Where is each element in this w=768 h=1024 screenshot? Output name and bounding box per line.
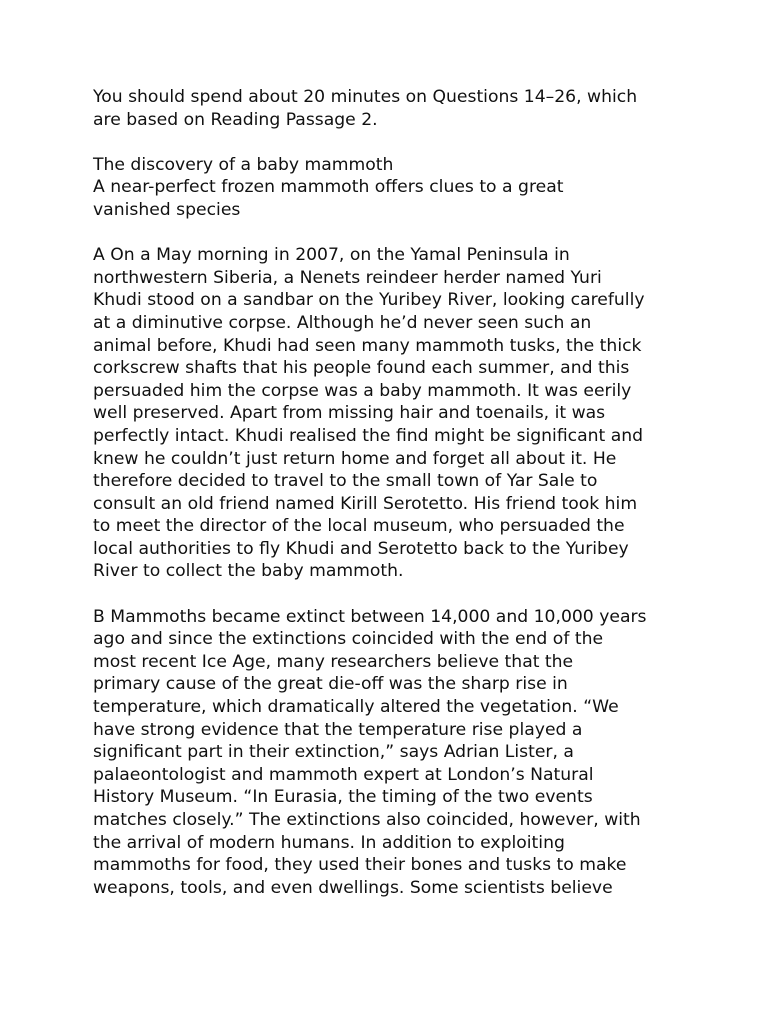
- paragraph-gap: [93, 222, 693, 245]
- paragraph-line: perfectly intact. Khudi realised the find might be significant and: [93, 425, 644, 446]
- paragraph-line: most recent Ice Age, many researchers believe that the: [93, 651, 574, 672]
- paragraph-line: primary cause of the great die-off was the sharp rise in: [93, 674, 568, 695]
- paragraph-line: ago and since the extinctions coincided with the end of the: [93, 629, 604, 650]
- paragraph-line: weapons, tools, and even dwellings. Some scientists believe: [93, 877, 613, 898]
- paragraph-line: significant part in their extinction,” says Adrian Lister, a: [93, 742, 574, 763]
- paragraph-line: well preserved. Apart from missing hair and toenails, it was: [93, 403, 606, 424]
- paragraph-line: palaeontologist and mammoth expert at London’s Natural: [93, 764, 594, 785]
- passage-title: The discovery of a baby mammoth: [93, 154, 394, 175]
- paragraph-line: Khudi stood on a sandbar on the Yuribey River, looking carefully: [93, 290, 645, 311]
- paragraph-line: therefore decided to travel to the small town of Yar Sale to: [93, 471, 598, 492]
- paragraph-line: persuaded him the corpse was a baby mammoth. It was eerily: [93, 380, 632, 401]
- paragraph-line: History Museum. “In Eurasia, the timing of the two events: [93, 787, 593, 808]
- paragraph-line: temperature, which dramatically altered the vegetation. “We: [93, 697, 619, 718]
- paragraph-line: River to collect the baby mammoth.: [93, 561, 404, 582]
- paragraph-line: knew he couldn’t just return home and forget all about it. He: [93, 448, 617, 469]
- paragraph-b: [93, 606, 693, 900]
- subtitle-line: A near-perfect frozen mammoth offers clues to a great: [93, 177, 564, 198]
- passage-subtitle: [93, 176, 693, 221]
- paragraph-line: northwestern Siberia, a Nenets reindeer herder named Yuri: [93, 267, 602, 288]
- paragraph-line: to meet the director of the local museum, who persuaded the: [93, 516, 625, 537]
- paragraph-line: mammoths for food, they used their bones and tusks to make: [93, 855, 627, 876]
- paragraph-a: [93, 244, 693, 583]
- paragraph-line: at a diminutive corpse. Although he’d never seen such an: [93, 312, 592, 333]
- paragraph-line: local authorities to fly Khudi and Serotetto back to the Yuribey: [93, 538, 629, 559]
- instructions-line: You should spend about 20 minutes on Questions 14–26, which: [93, 87, 638, 107]
- paragraph-line: have strong evidence that the temperature rise played a: [93, 719, 583, 740]
- paragraph-line: A On a May morning in 2007, on the Yamal Peninsula in: [93, 245, 570, 266]
- paragraph-line: matches closely.” The extinctions also coincided, however, with: [93, 810, 641, 830]
- instructions-line: are based on Reading Passage 2.: [93, 109, 378, 130]
- subtitle-line: vanished species: [93, 199, 241, 220]
- paragraph-gap: [93, 131, 693, 154]
- paragraph-line: the arrival of modern humans. In addition to exploiting: [93, 832, 565, 853]
- document-page: [93, 86, 693, 899]
- paragraph-gap: [93, 583, 693, 606]
- paragraph-line: animal before, Khudi had seen many mammoth tusks, the thick: [93, 335, 642, 356]
- paragraph-line: corkscrew shafts that his people found each summer, and this: [93, 358, 630, 379]
- instructions: [93, 86, 693, 131]
- paragraph-line: consult an old friend named Kirill Serotetto. His friend took him: [93, 493, 638, 514]
- paragraph-line: B Mammoths became extinct between 14,000 and 10,000 years: [93, 606, 647, 627]
